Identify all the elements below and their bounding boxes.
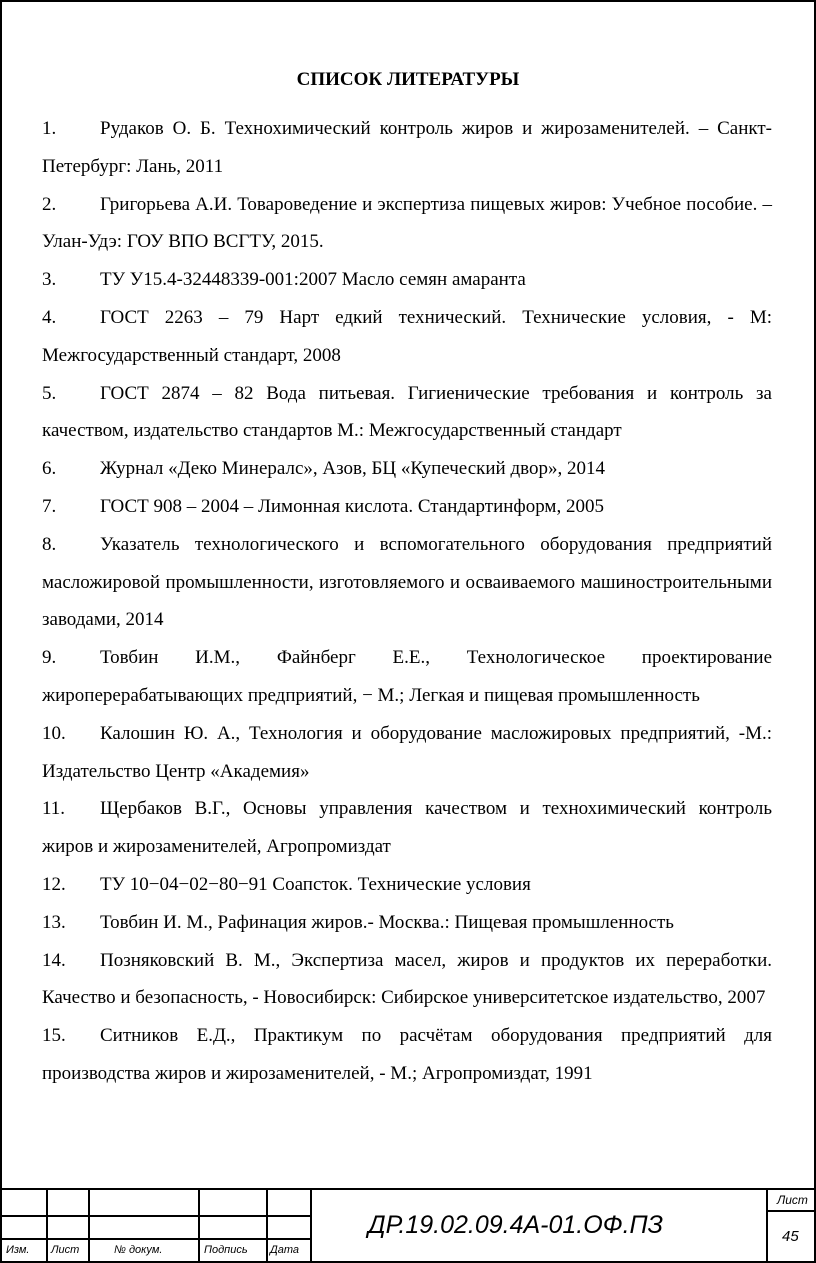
page-title: СПИСОК ЛИТЕРАТУРЫ <box>296 69 520 90</box>
stamp-col-data: Дата <box>270 1244 300 1256</box>
stamp-col-podpis: Подпись <box>204 1244 248 1256</box>
reference-text: Товбин И.М., Файнберг Е.Е., Технологическое проектирование жироперерабатывающих предприятий, − М.; Легкая и пищевая промышленность <box>42 647 772 706</box>
stamp-col-line <box>46 1188 48 1263</box>
reference-text: ГОСТ 2263 – 79 Нарт едкий технический. Технические условия, - М: Межгосударственный стандарт, 2008 <box>42 306 772 366</box>
reference-number: 13. <box>42 911 66 933</box>
stamp-col-line <box>766 1188 768 1263</box>
reference-number: 6. <box>42 458 57 480</box>
reference-number: 4. <box>42 306 57 328</box>
reference-item <box>42 110 772 186</box>
reference-text: Калошин Ю. А., Технология и оборудование масложировых предприятий, -М.: Издательство Центр «Академия» <box>42 722 772 782</box>
reference-number: 11. <box>42 798 66 820</box>
reference-text: Щербаков В.Г., Основы управления качеством и технохимический контроль жиров и жирозаменителей, Агропромиздат <box>42 798 772 858</box>
document-code: ДР.19.02.09.4А-01.ОФ.ПЗ <box>368 1211 663 1239</box>
reference-number: 12. <box>42 873 66 895</box>
reference-item <box>42 375 772 451</box>
stamp-col-list: Лист <box>51 1244 80 1256</box>
stamp-sheet-line <box>768 1210 814 1212</box>
reference-item <box>42 942 772 1018</box>
stamp-border-top <box>0 1188 816 1190</box>
reference-number: 8. <box>42 533 57 555</box>
reference-item <box>42 526 772 639</box>
reference-number: 10. <box>42 722 66 744</box>
reference-number: 5. <box>42 382 57 404</box>
reference-text: Ситников Е.Д., Практикум по расчётам оборудования предприятий для производства жиров и жирозаменителей, - М.; Агропромиздат, 1991 <box>42 1025 772 1084</box>
reference-text: ГОСТ 2874 – 82 Вода питьевая. Гигиенические требования и контроль за качеством, издательство стандартов М.: Межгосударственный стандарт <box>42 382 772 442</box>
reference-text: Позняковский В. М., Экспертиза масел, жиров и продуктов их переработки. Качество и безопасность, - Новосибирск: Сибирское университетское издательство, 2007 <box>42 949 772 1009</box>
sheet-label: Лист <box>777 1193 808 1207</box>
reference-item <box>42 186 772 262</box>
reference-text: Рудаков О. Б. Технохимический контроль жиров и жирозаменителей. – Санкт-Петербург: Лань, 2011 <box>42 118 772 177</box>
reference-item <box>42 450 772 488</box>
reference-list <box>42 110 772 1093</box>
reference-text: Указатель технологического и вспомогательного оборудования предприятий масложировой промышленности, изготовляемого и осваиваемого машиностроительными заводами, 2014 <box>42 533 772 631</box>
reference-text: Журнал «Деко Минералс», Азов, БЦ «Купеческий двор», 2014 <box>100 458 605 480</box>
reference-number: 7. <box>42 495 57 517</box>
reference-item <box>42 904 772 942</box>
reference-number: 3. <box>42 269 57 291</box>
stamp-col-dokum: № докум. <box>114 1244 163 1256</box>
reference-item <box>42 639 772 715</box>
reference-number: 1. <box>42 118 57 139</box>
reference-item <box>42 299 772 375</box>
sheet-number: 45 <box>782 1228 799 1245</box>
stamp-col-izm: Изм. <box>6 1244 30 1256</box>
reference-item <box>42 488 772 526</box>
reference-text: ГОСТ 908 – 2004 – Лимонная кислота. Стандартинформ, 2005 <box>100 495 604 517</box>
reference-text: Григорьева А.И. Товароведение и экспертиза пищевых жиров: Учебное пособие. – Улан-Удэ: ГОУ ВПО ВСГТУ, 2015. <box>42 193 772 253</box>
stamp-col-line <box>198 1188 200 1263</box>
reference-item <box>42 715 772 791</box>
reference-number: 15. <box>42 1025 66 1047</box>
reference-text: Товбин И. М., Рафинация жиров.- Москва.: Пищевая промышленность <box>100 911 674 933</box>
reference-text: ТУ У15.4-32448339-001:2007 Масло семян амаранта <box>100 269 526 291</box>
reference-item <box>42 866 772 904</box>
reference-number: 14. <box>42 949 66 971</box>
reference-number: 9. <box>42 647 57 669</box>
reference-item <box>42 1017 772 1093</box>
stamp-col-line <box>310 1188 312 1263</box>
reference-item <box>42 261 772 299</box>
stamp-col-line <box>266 1188 268 1263</box>
stamp-col-line <box>88 1188 90 1263</box>
title-block-stamp <box>0 1188 816 1263</box>
reference-item <box>42 790 772 866</box>
reference-text: ТУ 10−04−02−80−91 Соапсток. Технические условия <box>100 873 531 895</box>
reference-number: 2. <box>42 193 57 215</box>
